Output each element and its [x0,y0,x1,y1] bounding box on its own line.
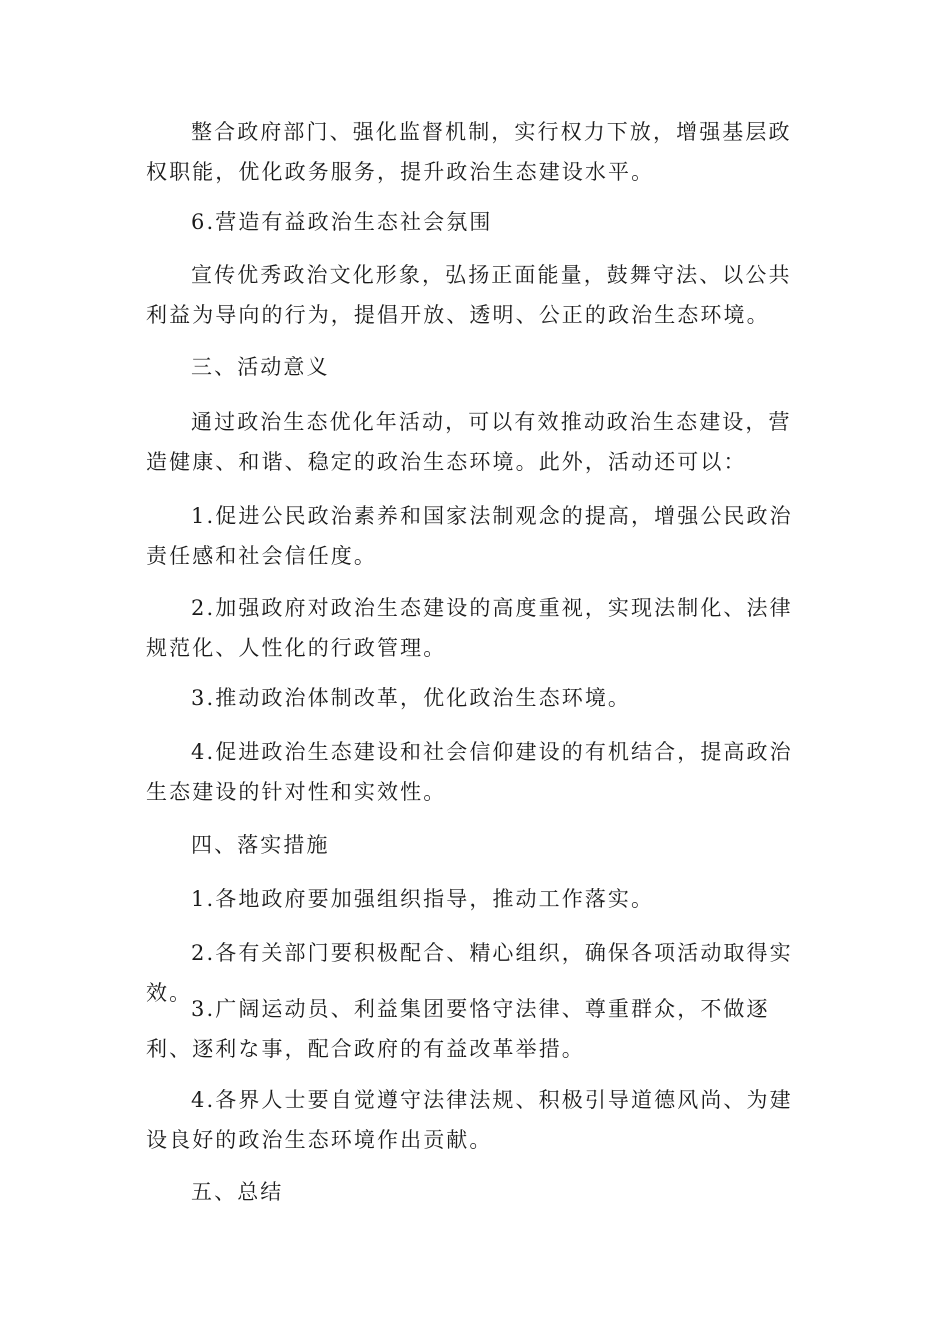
list-item [146,732,806,812]
paragraph-text: 四、落实措施 [191,833,330,857]
body-paragraph [146,112,806,192]
section-heading [146,347,806,387]
list-item [146,496,806,576]
paragraph-text: 2.加强政府对政治生态建设的高度重视，实现法制化、法律规范化、人性化的行政管理。 [146,596,793,660]
list-item [146,588,806,668]
section-heading [146,825,806,865]
paragraph-text: 4.促进政治生态建设和社会信仰建设的有机结合，提高政治生态建设的针对性和实效性。 [146,740,793,804]
paragraph-text: 三、活动意义 [191,355,330,379]
paragraph-text: 通过政治生态优化年活动，可以有效推动政治生态建设，营造健康、和谐、稳定的政治生态环境。此外，活动还可以： [146,410,792,474]
section-subheading [146,202,806,242]
section-heading [146,1172,806,1212]
list-item [146,678,806,718]
list-item [146,879,806,919]
paragraph-text: 宣传优秀政治文化形象，弘扬正面能量，鼓舞守法、以公共利益为导向的行为，提倡开放、透明、公正的政治生态环境。 [146,263,792,327]
paragraph-text: 五、总结 [191,1180,284,1204]
paragraph-text: 3.广阔运动员、利益集团要恪守法律、尊重群众，不做逐利、逐利な事，配合政府的有益改革举措。 [146,997,770,1061]
paragraph-text: 1.促进公民政治素养和国家法制观念的提高，增强公民政治责任感和社会信任度。 [146,504,793,568]
body-paragraph [146,255,806,335]
list-item [146,1080,806,1160]
paragraph-text: 6.营造有益政治生态社会氛围 [191,210,493,234]
paragraph-text: 4.各界人士要自觉遵守法律法规、积极引导道德风尚、为建设良好的政治生态环境作出贡献。 [146,1088,793,1152]
paragraph-text: 整合政府部门、强化监督机制，实行权力下放，增强基层政权职能，优化政务服务，提升政治生态建设水平。 [146,120,792,184]
body-paragraph [146,402,806,482]
list-item [146,989,806,1069]
paragraph-text: 3.推动政治体制改革，优化政治生态环境。 [191,686,632,710]
paragraph-text: 2.各有关部门要积极配合、精心组织，确保各项活动取得实效。 [146,941,793,1005]
paragraph-text: 1.各地政府要加强组织指导，推动工作落实。 [191,887,655,911]
